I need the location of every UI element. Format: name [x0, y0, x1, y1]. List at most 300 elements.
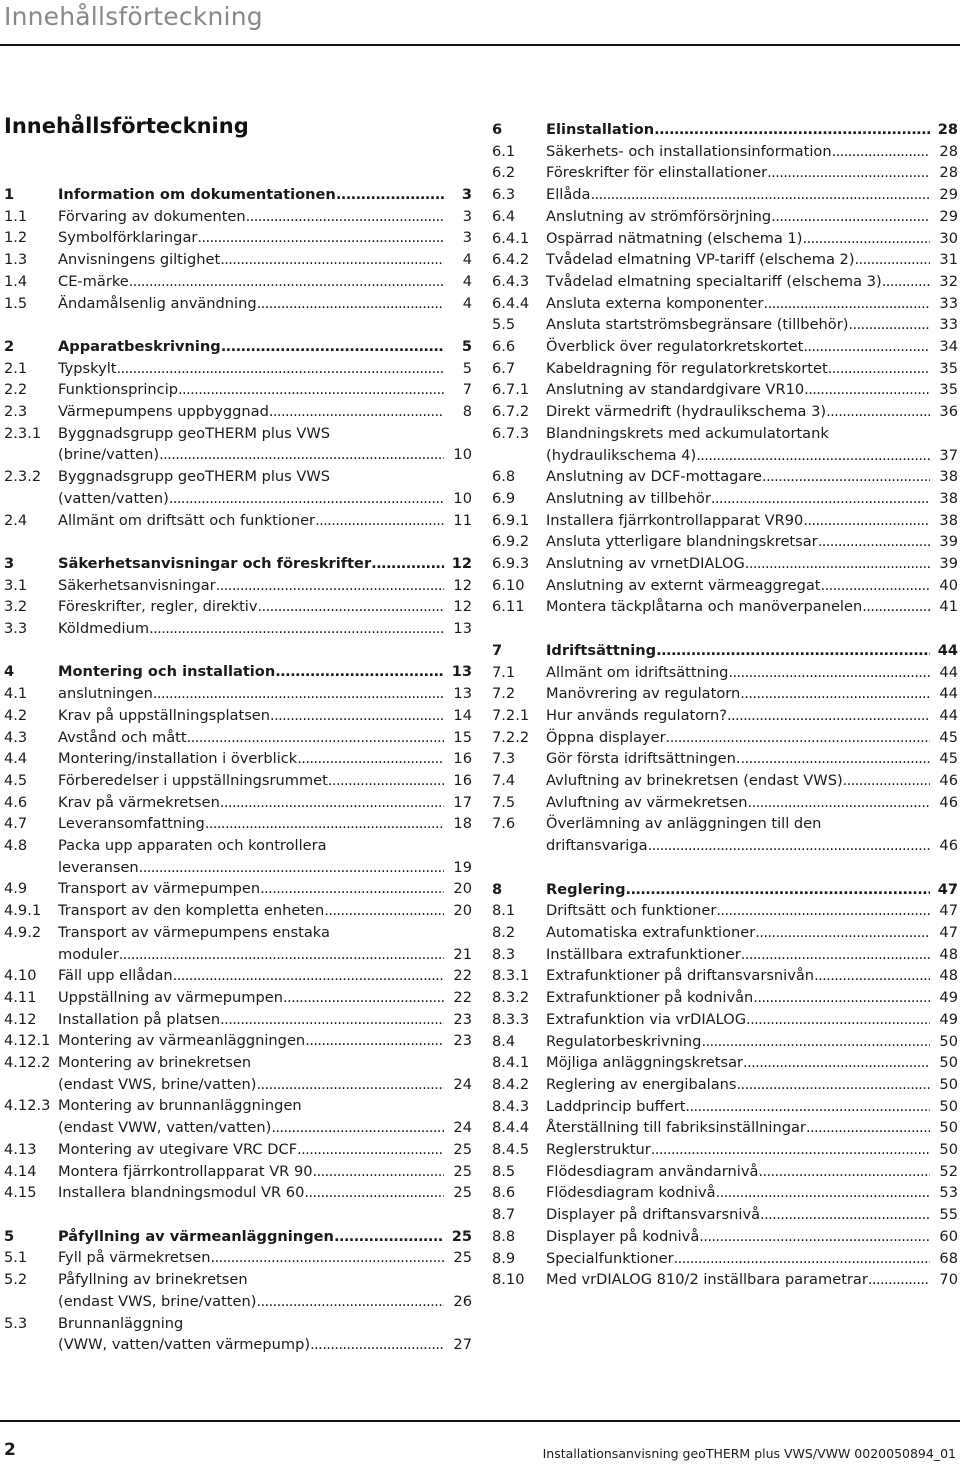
- toc-entry-title: Allmänt om driftsätt och funktioner: [58, 511, 316, 529]
- toc-entry: [4, 575, 472, 597]
- dot-leader: [197, 227, 444, 249]
- toc-entry-leader-line: [58, 1182, 472, 1204]
- dot-leader: [178, 379, 444, 401]
- toc-entry-leader-line: [58, 271, 472, 293]
- toc-entry-number: 6.4.2: [492, 251, 530, 269]
- toc-entry-leader-line: [546, 1269, 958, 1291]
- dot-leader: [656, 640, 930, 662]
- dot-leader: [129, 271, 444, 293]
- toc-entry-leader-line: [58, 596, 472, 618]
- toc-entry-page: 31: [939, 251, 958, 269]
- toc-entry-title: Displayer på driftansvarsnivå: [546, 1206, 761, 1224]
- toc-entry: [4, 835, 472, 878]
- toc-entry: [492, 553, 958, 575]
- toc-entry-number: 8: [492, 880, 503, 898]
- toc-entry-leader-line: [546, 1096, 958, 1118]
- toc-entry-title-line: Byggnadsgrupp geoTHERM plus VWS: [58, 468, 331, 486]
- dot-leader: [711, 488, 930, 510]
- toc-entry-leader-line: [546, 1182, 958, 1204]
- toc-entry-number: 6.7.3: [492, 424, 530, 442]
- toc-entry-page: 14: [453, 706, 472, 724]
- dot-leader: [159, 444, 444, 466]
- toc-entry-leader-line: [58, 1117, 472, 1139]
- toc-entry-title: Laddprincip buffert: [546, 1097, 686, 1115]
- toc-entry: [492, 1226, 958, 1248]
- toc-entry-leader-line: [58, 965, 472, 987]
- toc-entry-number: 1.4: [4, 272, 28, 290]
- dot-leader: [590, 184, 930, 206]
- dot-leader: [753, 987, 930, 1009]
- toc-entry-leader-line: [546, 184, 958, 206]
- toc-entry: [492, 1248, 958, 1270]
- toc-entry-number: 6.4.3: [492, 272, 530, 290]
- toc-entry-number: 2.1: [4, 359, 28, 377]
- toc-entry-leader-line: [546, 705, 958, 727]
- toc-entry-leader-line: [546, 900, 958, 922]
- toc-entry-number: 3.3: [4, 620, 28, 638]
- dot-leader: [843, 770, 930, 792]
- toc-entry: [492, 1009, 958, 1031]
- toc-entry-title: Säkerhets- och installationsinformation: [546, 142, 832, 160]
- toc-entry: [4, 618, 472, 640]
- toc-entry-page: 49: [939, 989, 958, 1007]
- toc-entry-title: Tvådelad elmatning specialtariff (elschema 3): [546, 272, 882, 290]
- toc-entry-number: 3.2: [4, 598, 28, 616]
- toc-entry-page: 13: [451, 663, 472, 681]
- toc-entry-number: 2.2: [4, 381, 28, 399]
- toc-entry: [492, 1074, 958, 1096]
- toc-entry-number: 4.9.2: [4, 923, 42, 941]
- toc-entry: [4, 683, 472, 705]
- toc-entry-title: Möjliga anläggningskretsar: [546, 1054, 744, 1072]
- toc-entry-leader-line: [58, 944, 472, 966]
- toc-entry: [492, 271, 958, 293]
- toc-entry-leader-line: [546, 1052, 958, 1074]
- toc-entry-leader-line: [546, 1117, 958, 1139]
- toc-entry-leader-line: [546, 445, 958, 467]
- toc-entry-title-line: Packa upp apparaten och kontrollera: [58, 837, 327, 855]
- toc-entry-number: 8.7: [492, 1206, 516, 1224]
- toc-entry: [492, 488, 958, 510]
- toc-entry-leader-line: [546, 1139, 958, 1161]
- toc-entry-number: 4.12: [4, 1010, 37, 1028]
- toc-entry-page: 46: [939, 837, 958, 855]
- toc-entry: [492, 596, 958, 618]
- toc-entry-leader-line: [546, 293, 958, 315]
- toc-entry-leader-line: [58, 705, 472, 727]
- toc-entry-title: Förberedelser i uppställningsrummet: [58, 771, 328, 789]
- dot-leader: [755, 922, 930, 944]
- toc-entry-title: Elinstallation: [546, 121, 655, 138]
- toc-entry-title: Montering av utegivare VRC DCF: [58, 1140, 298, 1158]
- dot-leader: [740, 683, 930, 705]
- toc-entry-leader-line: [546, 1204, 958, 1226]
- toc-entry-title: Montering av värmeanläggningen: [58, 1032, 306, 1050]
- toc-entry: [4, 987, 472, 1009]
- toc-entry-title: Reglering av energibalans: [546, 1075, 737, 1093]
- toc-entry-title-line: Brunnanläggning: [58, 1314, 184, 1332]
- toc-entry-title: leveransen: [58, 858, 139, 876]
- toc-entry: [4, 206, 472, 228]
- toc-entry-page: 4: [462, 251, 472, 269]
- toc-entry-page: 44: [939, 685, 958, 703]
- toc-entry-title: Ändamålsenlig användning: [58, 294, 257, 312]
- toc-entry-leader-line: [58, 488, 472, 510]
- toc-entry-number: 4.14: [4, 1162, 37, 1180]
- toc-entry-number: 4.6: [4, 793, 28, 811]
- toc-entry: [4, 1313, 472, 1356]
- toc-entry-leader-line: [58, 553, 472, 575]
- toc-entry-title: Installation på platsen: [58, 1010, 221, 1028]
- toc-entry-page: 45: [939, 750, 958, 768]
- toc-entry-number: 8.3.2: [492, 989, 530, 1007]
- toc-entry-leader-line: [58, 1291, 472, 1313]
- toc-entry: [492, 228, 958, 250]
- toc-entry-number: 8.6: [492, 1184, 516, 1202]
- toc-entry-page: 12: [451, 554, 472, 572]
- toc-entry-title: (VWW, vatten/vatten värmepump): [58, 1336, 311, 1354]
- footer-document-title: Installationsanvisning geoTHERM plus VWS/VWW 0020050894_01: [542, 1446, 956, 1461]
- toc-entry-number: 7: [492, 641, 503, 659]
- toc-entry-leader-line: [58, 792, 472, 814]
- toc-entry-page: 25: [453, 1249, 472, 1267]
- toc-entry: [492, 162, 958, 184]
- toc-entry-leader-line: [546, 510, 958, 532]
- toc-entry: [492, 1182, 958, 1204]
- toc-entry-number: 3: [4, 554, 15, 572]
- toc-entry-title: Anslutning av DCF-mottagare: [546, 468, 763, 486]
- toc-entry-leader-line: [546, 314, 958, 336]
- toc-entry-title: Med vrDIALOG 810/2 inställbara parametrar: [546, 1271, 868, 1289]
- toc-entry-page: 32: [939, 272, 958, 290]
- toc-entry-leader-line: [546, 1074, 958, 1096]
- toc-entry: [4, 1182, 472, 1204]
- toc-entry-title: CE-märke: [58, 272, 129, 290]
- toc-entry-page: 23: [453, 1032, 472, 1050]
- toc-entry: [4, 423, 472, 466]
- dot-leader: [260, 878, 444, 900]
- toc-entry: [4, 770, 472, 792]
- toc-entry-title: Anslutning av externt värmeaggregat: [546, 576, 821, 594]
- toc-entry-page: 26: [453, 1292, 472, 1310]
- toc-entry-number: 2.4: [4, 511, 28, 529]
- toc-entry-leader-line: [546, 119, 958, 141]
- toc-entry-leader-line: [58, 227, 472, 249]
- toc-entry-page: 28: [939, 142, 958, 160]
- toc-entry-page: 47: [939, 902, 958, 920]
- dot-leader: [674, 1248, 930, 1270]
- toc-entry-number: 6.9.3: [492, 555, 530, 573]
- toc-entry: [492, 705, 958, 727]
- toc-entry-leader-line: [546, 575, 958, 597]
- toc-entry-leader-line: [546, 770, 958, 792]
- dot-leader: [882, 271, 930, 293]
- toc-entry-title: Flödesdiagram användarnivå: [546, 1162, 759, 1180]
- dot-leader: [315, 510, 444, 532]
- toc-entry-number: 4.4: [4, 750, 28, 768]
- toc-entry-title: Öppna displayer: [546, 728, 666, 746]
- toc-entry-page: 5: [462, 359, 472, 377]
- toc-entry-number: 4.1: [4, 685, 28, 703]
- toc-entry-leader-line: [58, 336, 472, 358]
- toc-entry-leader-line: [546, 206, 958, 228]
- toc-entry-leader-line: [546, 683, 958, 705]
- toc-entry-number: 8.9: [492, 1249, 516, 1267]
- toc-entry-title: Säkerhetsanvisningar: [58, 576, 216, 594]
- toc-entry-page: 20: [453, 902, 472, 920]
- dot-leader: [760, 1204, 930, 1226]
- toc-entry-page: 22: [453, 988, 472, 1006]
- toc-entry-number: 8.1: [492, 902, 516, 920]
- dot-leader: [117, 358, 445, 380]
- toc-entry-page: 44: [939, 706, 958, 724]
- toc-entry-leader-line: [546, 944, 958, 966]
- toc-entry-page: 48: [939, 967, 958, 985]
- toc-entry-page: 12: [453, 576, 472, 594]
- dot-leader: [737, 1074, 930, 1096]
- toc-entry-number: 8.8: [492, 1227, 516, 1245]
- toc-entry-leader-line: [546, 249, 958, 271]
- toc-entry-title: Återställning till fabriksinställningar: [546, 1119, 806, 1137]
- toc-entry-page: 24: [453, 1119, 472, 1137]
- toc-entry-title: Kabeldragning för regulatorkretskortet: [546, 359, 828, 377]
- toc-entry-title: Driftsätt och funktioner: [546, 902, 717, 920]
- toc-entry: [492, 184, 958, 206]
- toc-entry-number: 8.2: [492, 923, 516, 941]
- toc-entry-number: 6.4.1: [492, 229, 530, 247]
- dot-leader: [803, 336, 930, 358]
- toc-entry-leader-line: [58, 987, 472, 1009]
- toc-entry-page: 52: [939, 1162, 958, 1180]
- toc-entry-leader-line: [546, 965, 958, 987]
- toc-entry-title: Extrafunktioner på kodnivån: [546, 989, 754, 1007]
- toc-entry-title: Värmepumpens uppbyggnad: [58, 403, 269, 421]
- toc-entry: [492, 922, 958, 944]
- toc-entry-title: Säkerhetsanvisningar och föreskrifter: [58, 554, 372, 572]
- toc-right-column: [492, 119, 958, 1291]
- toc-entry-leader-line: [58, 900, 472, 922]
- toc-entry-title: Montera fjärrkontrollapparat VR 90: [58, 1162, 313, 1180]
- footer-divider: [0, 1420, 960, 1422]
- dot-leader: [701, 1031, 930, 1053]
- toc-entry-number: 2.3: [4, 403, 28, 421]
- dot-leader: [139, 857, 444, 879]
- toc-entry-leader-line: [58, 878, 472, 900]
- toc-entry-leader-line: [546, 271, 958, 293]
- toc-entry-title: Information om dokumentationen: [58, 186, 336, 203]
- toc-entry: [492, 1161, 958, 1183]
- toc-entry: [492, 1096, 958, 1118]
- toc-entry: [4, 227, 472, 249]
- toc-entry: [492, 770, 958, 792]
- toc-entry-leader-line: [546, 141, 958, 163]
- toc-entry-number: 7.2.2: [492, 728, 530, 746]
- toc-entry-leader-line: [58, 1139, 472, 1161]
- toc-entry-title: Avluftning av värmekretsen: [546, 793, 748, 811]
- toc-entry-page: 68: [939, 1249, 958, 1267]
- dot-leader: [205, 813, 444, 835]
- toc-entry-leader-line: [58, 575, 472, 597]
- toc-entry-page: 3: [461, 186, 472, 203]
- toc-entry: [4, 466, 472, 509]
- toc-entry: [492, 683, 958, 705]
- toc-entry-title: Montera täckplåtarna och manöverpanelen: [546, 598, 863, 616]
- toc-entry-number: 4: [4, 663, 15, 681]
- toc-entry-title: Ospärrad nätmatning (elschema 1): [546, 229, 803, 247]
- toc-entry-page: 27: [453, 1336, 472, 1354]
- toc-entry-number: 5.3: [4, 1314, 28, 1332]
- toc-entry-leader-line: [58, 1074, 472, 1096]
- toc-entry-page: 53: [939, 1184, 958, 1202]
- toc-entry-number: 7.1: [492, 663, 516, 681]
- toc-entry-leader-line: [58, 510, 472, 532]
- toc-entry-number: 6.9.1: [492, 511, 530, 529]
- toc-entry-page: 50: [939, 1119, 958, 1137]
- toc-entry: [4, 271, 472, 293]
- toc-heading: Innehållsförteckning: [4, 114, 249, 138]
- toc-entry-number: 4.2: [4, 706, 28, 724]
- toc-entry-number: 5.5: [492, 316, 516, 334]
- toc-entry-title: Ansluta ytterligare blandningskretsar: [546, 533, 818, 551]
- toc-entry-leader-line: [58, 618, 472, 640]
- page-header-title: Innehållsförteckning: [4, 2, 263, 31]
- toc-entry: [4, 878, 472, 900]
- toc-entry: [492, 792, 958, 814]
- toc-entry-leader-line: [546, 466, 958, 488]
- dot-leader: [626, 879, 930, 901]
- toc-entry-title: anslutningen: [58, 685, 153, 703]
- toc-entry-page: 25: [451, 1227, 472, 1245]
- toc-entry-title: Föreskrifter för elinstallationer: [546, 164, 768, 182]
- toc-entry: [4, 184, 472, 206]
- toc-left-column: [4, 184, 472, 1356]
- toc-entry-title: Köldmedium: [58, 620, 150, 638]
- toc-entry-page: 36: [939, 403, 958, 421]
- toc-entry-number: 4.5: [4, 771, 28, 789]
- toc-entry-title: Installera fjärrkontrollapparat VR90: [546, 511, 804, 529]
- toc-entry: [4, 661, 472, 683]
- toc-entry-leader-line: [546, 727, 958, 749]
- toc-entry-leader-line: [546, 488, 958, 510]
- toc-entry-page: 17: [453, 793, 472, 811]
- toc-entry-title: (endast VWS, brine/vatten): [58, 1075, 257, 1093]
- toc-entry-number: 4.7: [4, 815, 28, 833]
- dot-leader: [270, 705, 444, 727]
- toc-entry-title-line: Påfyllning av brinekretsen: [58, 1271, 248, 1289]
- toc-entry-page: 13: [453, 620, 472, 638]
- toc-entry-number: 6.4.4: [492, 294, 530, 312]
- toc-entry: [492, 358, 958, 380]
- toc-entry: [492, 1204, 958, 1226]
- header-divider: [0, 44, 960, 46]
- toc-entry-number: 5: [4, 1227, 15, 1245]
- toc-entry-page: 38: [939, 489, 958, 507]
- toc-entry: [492, 293, 958, 315]
- toc-entry-number: 6.9.2: [492, 533, 530, 551]
- toc-entry-leader-line: [58, 1030, 472, 1052]
- toc-entry-title: Leveransomfattning: [58, 815, 205, 833]
- dot-leader: [153, 683, 444, 705]
- toc-entry-page: 34: [939, 338, 958, 356]
- toc-entry: [4, 1030, 472, 1052]
- toc-entry-title: Regulatorbeskrivning: [546, 1032, 702, 1050]
- toc-entry-number: 1.1: [4, 207, 28, 225]
- toc-entry: [492, 879, 958, 901]
- dot-leader: [716, 1182, 930, 1204]
- toc-entry-page: 20: [453, 880, 472, 898]
- dot-leader: [328, 770, 444, 792]
- toc-entry-page: 38: [939, 511, 958, 529]
- dot-leader: [764, 293, 930, 315]
- toc-entry-title: (hydraulikschema 4): [546, 446, 697, 464]
- toc-entry-leader-line: [58, 206, 472, 228]
- toc-entry-page: 70: [939, 1271, 958, 1289]
- toc-entry-number: 8.4.4: [492, 1119, 530, 1137]
- toc-entry-title: Överblick över regulatorkretskortet: [546, 338, 804, 356]
- toc-entry-leader-line: [546, 922, 958, 944]
- toc-entry-title: Anslutning av standardgivare VR10: [546, 381, 805, 399]
- dot-leader: [246, 206, 444, 228]
- dot-leader: [313, 1161, 444, 1183]
- dot-leader: [220, 249, 444, 271]
- toc-entry-number: 2.3.2: [4, 468, 42, 486]
- toc-entry-number: 3.1: [4, 576, 28, 594]
- toc-entry-title: Hur används regulatorn?: [546, 706, 727, 724]
- dot-leader: [728, 662, 930, 684]
- toc-entry: [4, 1226, 472, 1248]
- toc-entry-number: 6.4: [492, 207, 516, 225]
- toc-entry-page: 4: [462, 294, 472, 312]
- toc-entry-leader-line: [546, 1226, 958, 1248]
- toc-entry-leader-line: [58, 1247, 472, 1269]
- toc-entry-number: 4.12.1: [4, 1032, 51, 1050]
- dot-leader: [257, 293, 444, 315]
- toc-entry-title: Transport av värmepumpen: [58, 880, 261, 898]
- toc-entry-title: Gör första idriftsättningen.: [546, 750, 741, 768]
- toc-entry: [492, 1031, 958, 1053]
- toc-entry: [4, 900, 472, 922]
- toc-entry-number: 8.4.5: [492, 1141, 530, 1159]
- toc-entry-page: 10: [453, 446, 472, 464]
- dot-leader: [187, 727, 444, 749]
- toc-entry-title: Allmänt om idriftsättning: [546, 663, 729, 681]
- toc-entry-number: 6.8: [492, 468, 516, 486]
- dot-leader: [269, 401, 444, 423]
- toc-entry-title: driftansvariga: [546, 837, 648, 855]
- toc-entry-page: 45: [939, 728, 958, 746]
- toc-entry-page: 16: [453, 750, 472, 768]
- toc-entry-title: Ansluta startströmsbegränsare (tillbehör): [546, 316, 849, 334]
- toc-entry-leader-line: [546, 358, 958, 380]
- toc-entry-leader-line: [58, 401, 472, 423]
- toc-entry-leader-line: [58, 444, 472, 466]
- dot-leader: [745, 553, 930, 575]
- toc-entry-number: 4.15: [4, 1184, 37, 1202]
- toc-entry-page: 19: [453, 858, 472, 876]
- dot-leader: [305, 1030, 444, 1052]
- toc-entry-leader-line: [58, 683, 472, 705]
- toc-entry-title-line: Montering av brunnanläggningen: [58, 1097, 302, 1115]
- toc-entry-number: 2: [4, 337, 15, 355]
- toc-entry-title: Förvaring av dokumenten: [58, 207, 246, 225]
- toc-entry-leader-line: [546, 662, 958, 684]
- dot-leader: [862, 596, 930, 618]
- toc-entry-leader-line: [58, 727, 472, 749]
- toc-entry-title-line: Transport av värmepumpens enstaka: [58, 923, 330, 941]
- toc-entry-page: 47: [939, 923, 958, 941]
- toc-entry-page: 50: [939, 1075, 958, 1093]
- toc-entry: [4, 792, 472, 814]
